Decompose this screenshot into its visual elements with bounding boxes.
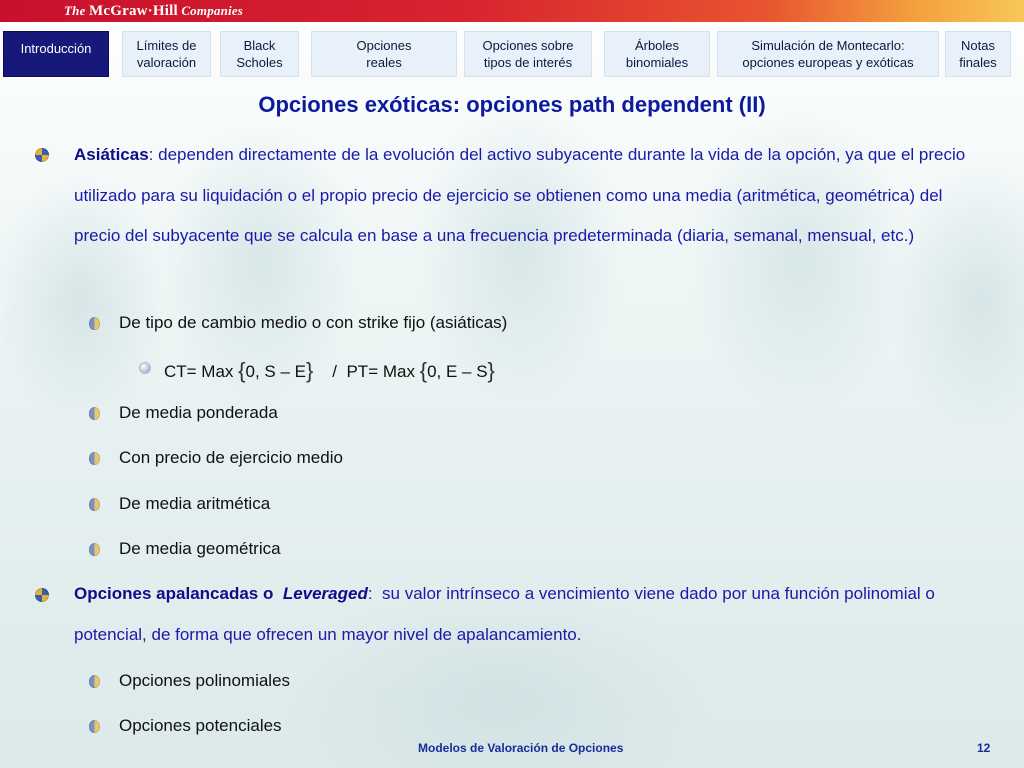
brand-logo: The McGraw·Hill Companies: [64, 3, 244, 19]
bullet-icon: [89, 498, 100, 511]
list-item: Opciones potenciales: [119, 716, 282, 735]
bullet-icon: [35, 148, 49, 162]
tab-opciones-reales[interactable]: Opciones reales: [311, 31, 457, 77]
asiaticas-text: : dependen directamente de la evolución del activo subyacente durante la vida de la opción, ya que el precio utilizado para su liquidación o el propio precio de ejercicio se obtienen como una media (aritmética, geométrica) del precio del subyacente que se calcula en base a una frecuencia predeterminada (diaria, semanal, mensual, etc.): [74, 145, 966, 245]
tab-opciones-tipos-interes[interactable]: Opciones sobre tipos de interés: [464, 31, 592, 77]
tab-arboles-binomiales[interactable]: Árboles binomiales: [604, 31, 710, 77]
tab-limites-valoracion[interactable]: Límites de valoración: [122, 31, 211, 77]
apalancadas-text: su valor intrínseco a vencimiento viene dado por una función polinomial o potencial, de forma que ofrecen un mayor nivel de apalancamiento.: [74, 584, 935, 644]
tab-simulacion-montecarlo[interactable]: Simulación de Montecarlo: opciones europeas y exóticas: [717, 31, 939, 77]
bullet-icon: [89, 452, 100, 465]
bullet-icon: [35, 588, 49, 602]
list-item: De tipo de cambio medio o con strike fijo (asiáticas): [119, 313, 508, 332]
bullet-icon: [89, 675, 100, 688]
tab-introduccion[interactable]: Introducción: [3, 31, 109, 77]
bullet-icon: [89, 317, 100, 330]
bullet-icon: [89, 543, 100, 556]
apalancadas-term: Opciones apalancadas o: [74, 584, 274, 603]
asiaticas-term: Asiáticas: [74, 145, 149, 164]
slide-title: Opciones exóticas: opciones path dependent (II): [258, 92, 766, 117]
payoff-formula: CT= Max {0, S – E} / PT= Max {0, E – S}: [164, 358, 495, 383]
list-item: Opciones polinomiales: [119, 671, 291, 690]
bullet-icon: [140, 363, 150, 373]
footer-text: Modelos de Valoración de Opciones: [418, 741, 624, 755]
list-item: De media aritmética: [119, 494, 271, 513]
asiaticas-paragraph: [74, 135, 984, 257]
apalancadas-term-italic: Leveraged: [282, 584, 368, 603]
list-item: Con precio de ejercicio medio: [119, 448, 343, 467]
list-item: De media ponderada: [119, 403, 278, 422]
bullet-icon: [89, 407, 100, 420]
apalancadas-paragraph: Opciones apalancadas o Leveraged: su valor intrínseco a vencimiento viene dado por una función polinomial o potencial, de forma que ofrecen un mayor nivel de apalancamiento.: [74, 584, 935, 644]
bullet-icon: [89, 720, 100, 733]
list-item: De media geométrica: [119, 539, 281, 558]
tab-black-scholes[interactable]: Black Scholes: [220, 31, 299, 77]
tab-notas-finales[interactable]: Notas finales: [945, 31, 1011, 77]
page-number: 12: [977, 741, 991, 755]
